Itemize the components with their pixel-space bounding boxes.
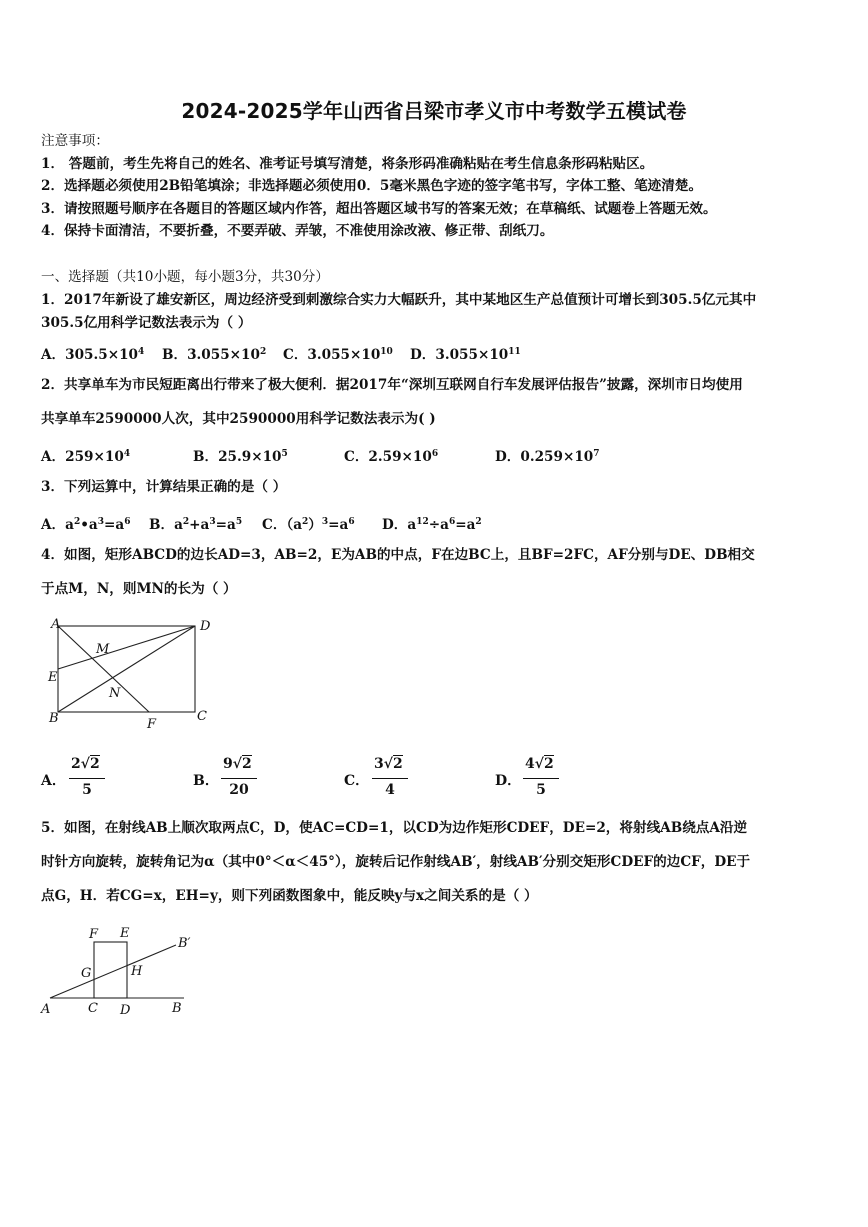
q3-d-exp1: 12: [416, 517, 429, 527]
q4-option-c[interactable]: [344, 756, 444, 804]
q4-option-a-fraction-bar: [69, 778, 105, 779]
q3-line-1: 3．下列运算中，计算结果正确的是（ ）: [41, 479, 287, 495]
q3-option-b[interactable]: [149, 513, 242, 533]
q2-option-a[interactable]: [41, 445, 130, 465]
q5-line-3: 点G，H．若CG=x，EH=y，则下列函数图象中，能反映y与x之间关系的是（ ）: [41, 888, 538, 904]
q3-b-eq: =a: [215, 517, 236, 533]
sqrt-icon: √: [383, 756, 393, 772]
q4-option-b-radicand: 2: [241, 756, 252, 772]
q3-d-part: D．a: [382, 517, 417, 533]
q1-option-a-text: A．305.5×10: [41, 347, 139, 363]
q1-line-1: 1．2017年新设了雄安新区，周边经济受到刺激综合实力大幅跃升，其中某地区生产总值预计可增长到305.5亿元其中: [41, 292, 757, 308]
q2-option-b[interactable]: [193, 445, 288, 465]
q3-option-a[interactable]: [41, 513, 130, 533]
q4-label-d: D: [200, 619, 211, 634]
q4-option-d-numerator: [525, 756, 554, 772]
q3-b-exp2: 3: [209, 517, 216, 527]
q5-label-h: H: [131, 964, 143, 979]
q4-option-a-label: A．: [41, 773, 66, 789]
q4-label-b: B: [49, 711, 59, 726]
q3-a-exp1: 2: [73, 517, 81, 527]
q3-b-part: B．a: [149, 517, 183, 533]
q2-option-b-text: B．25.9×10: [193, 449, 282, 465]
q4-label-m: M: [96, 642, 110, 657]
sqrt-icon: √: [232, 756, 242, 772]
q3-d-exp3: 2: [475, 517, 482, 527]
q5-label-b: B: [172, 1001, 182, 1016]
q4-line-2: 于点M，N，则MN的长为（ ）: [41, 581, 237, 597]
note-item-2: 2．选择题必须使用2B铅笔填涂；非选择题必须使用0．5毫米黑色字迹的签字笔书写，字体工整、笔迹清楚。: [41, 178, 703, 194]
page-title: 2024-2025学年山西省吕梁市孝义市中考数学五模试卷: [181, 99, 687, 123]
q4-label-c: C: [197, 709, 207, 724]
q2-line-1: 2．共享单车为市民短距离出行带来了极大便利．据2017年“深圳互联网自行车发展评估报告”披露，深圳市日均使用: [41, 377, 743, 393]
sqrt-icon: √: [80, 756, 90, 772]
q4-option-c-numerator: [374, 756, 403, 772]
q4-option-d-label: D．: [495, 773, 522, 789]
q4-option-c-fraction-bar: [372, 778, 408, 779]
q4-option-d[interactable]: [495, 756, 595, 804]
q4-line-af: [58, 626, 149, 712]
q2-option-d-text: D．0.259×10: [495, 449, 594, 465]
q5-line-2: 时针方向旋转，旋转角记为α（其中0°＜α＜45°），旋转后记作射线AB′，射线AB′分别交矩形CDEF的边CF，DE于: [41, 854, 751, 870]
q3-b-exp3: 5: [235, 517, 243, 527]
q1-option-c-text: C．3.055×10: [283, 347, 381, 363]
q3-a-eq: =a: [103, 517, 125, 533]
q1-option-b[interactable]: [162, 343, 266, 363]
q4-line-1: 4．如图，矩形ABCD的边长AD=3，AB=2，E为AB的中点，F在边BC上，且BF=2FC，AF分别与DE、DB相交: [41, 547, 755, 563]
q3-b-exp1: 2: [182, 517, 190, 527]
section-heading: 一、选择题（共10小题，每小题3分，共30分）: [41, 269, 329, 285]
sqrt-icon: √: [534, 756, 544, 772]
q3-option-c[interactable]: [262, 513, 355, 533]
q3-d-exp2: 6: [448, 517, 456, 527]
q4-line-de: [58, 626, 195, 669]
q4-line-db: [58, 626, 195, 712]
q5-label-a: A: [41, 1002, 51, 1017]
q3-a-exp3: 6: [124, 517, 131, 527]
q2-option-a-exp: 4: [123, 449, 131, 459]
q1-option-b-exp: 2: [259, 347, 267, 357]
q4-option-d-denominator: 5: [536, 782, 546, 798]
q1-option-d-exp: 11: [508, 347, 521, 357]
q4-option-a-numerator: [71, 756, 100, 772]
q5-line-1: 5．如图，在射线AB上顺次取两点C，D，使AC=CD=1，以CD为边作矩形CDEF，DE=2，将射线AB绕点A沿逆: [41, 820, 748, 836]
q3-c-exp3: 6: [348, 517, 355, 527]
q1-option-a[interactable]: [41, 343, 144, 363]
q5-label-g: G: [81, 966, 92, 981]
q4-option-c-label: C．: [344, 773, 370, 789]
q1-line-2: 305.5亿用科学记数法表示为（ ）: [41, 315, 252, 331]
q3-option-d[interactable]: [382, 513, 482, 533]
q1-option-a-exp: 4: [138, 347, 145, 357]
q4-option-b-label: B．: [193, 773, 219, 789]
q5-ray-abp: [50, 945, 176, 998]
q4-option-d-fraction-bar: [523, 778, 559, 779]
q1-option-d-text: D．3.055×10: [410, 347, 509, 363]
q4-option-d-coef: 4: [525, 756, 535, 772]
q1-option-c-exp: 10: [380, 347, 393, 357]
q3-a-exp2: 3: [97, 517, 104, 527]
q4-option-c-denominator: 4: [385, 782, 395, 798]
q5-label-f: F: [89, 927, 99, 942]
q3-b-op: +a: [189, 517, 210, 533]
note-item-1: 1． 答题前，考生先将自己的姓名、准考证号填写清楚，将条形码准确粘贴在考生信息条形码粘贴区。: [41, 156, 654, 172]
q2-option-c[interactable]: [344, 445, 438, 465]
q5-label-d: D: [120, 1003, 131, 1018]
q4-option-a[interactable]: [41, 756, 141, 804]
q3-d-op: ÷a: [428, 517, 449, 533]
q3-c-part: C．（a: [262, 517, 303, 533]
q2-option-a-text: A．259×10: [41, 449, 124, 465]
q4-option-b-coef: 9: [223, 756, 233, 772]
q4-figure: [40, 612, 220, 734]
q4-option-d-radicand: 2: [543, 756, 554, 772]
q4-option-c-radicand: 2: [392, 756, 403, 772]
note-item-4: 4．保持卡面清洁，不要折叠，不要弄破、弄皱，不准使用涂改液、修正带、刮纸刀。: [41, 223, 554, 239]
q5-figure: [36, 922, 206, 1020]
q4-option-b[interactable]: [193, 756, 293, 804]
q5-rectangle: [94, 942, 127, 998]
q4-option-b-denominator: 20: [229, 782, 249, 798]
q4-label-n: N: [109, 686, 121, 701]
q5-label-e: E: [120, 926, 130, 941]
q3-c-op: ）: [308, 517, 322, 533]
q4-option-b-numerator: [223, 756, 252, 772]
q3-d-eq: =a: [455, 517, 476, 533]
q2-option-b-exp: 5: [281, 449, 288, 459]
q5-label-bprime: B′: [178, 936, 191, 951]
q2-option-c-exp: 6: [431, 449, 439, 459]
q3-c-exp2: 3: [321, 517, 329, 527]
q2-line-2: 共享单车2590000人次，其中2590000用科学记数法表示为( ): [41, 411, 436, 427]
q5-label-c: C: [88, 1001, 98, 1016]
q2-option-c-text: C．2.59×10: [344, 449, 432, 465]
q1-option-c[interactable]: [283, 343, 393, 363]
q3-a-part: A．a: [41, 517, 74, 533]
q4-label-f: F: [147, 717, 157, 732]
q4-option-a-denominator: 5: [82, 782, 92, 798]
q2-option-d-exp: 7: [593, 449, 600, 459]
q4-label-a: A: [51, 617, 61, 632]
q3-a-op: •a: [80, 517, 98, 533]
q4-option-b-fraction-bar: [221, 778, 257, 779]
q4-label-e: E: [48, 670, 58, 685]
notes-heading: 注意事项：: [41, 133, 109, 149]
q4-option-a-radicand: 2: [89, 756, 100, 772]
note-item-3: 3．请按照题号顺序在各题目的答题区域内作答，超出答题区域书写的答案无效；在草稿纸、试题卷上答题无效。: [41, 201, 717, 217]
q1-option-d[interactable]: [410, 343, 521, 363]
q3-c-eq: =a: [328, 517, 349, 533]
q4-option-c-coef: 3: [374, 756, 384, 772]
q4-option-a-coef: 2: [71, 756, 81, 772]
q3-c-exp1: 2: [302, 517, 309, 527]
q1-option-b-text: B．3.055×10: [162, 347, 260, 363]
q2-option-d[interactable]: [495, 445, 600, 465]
